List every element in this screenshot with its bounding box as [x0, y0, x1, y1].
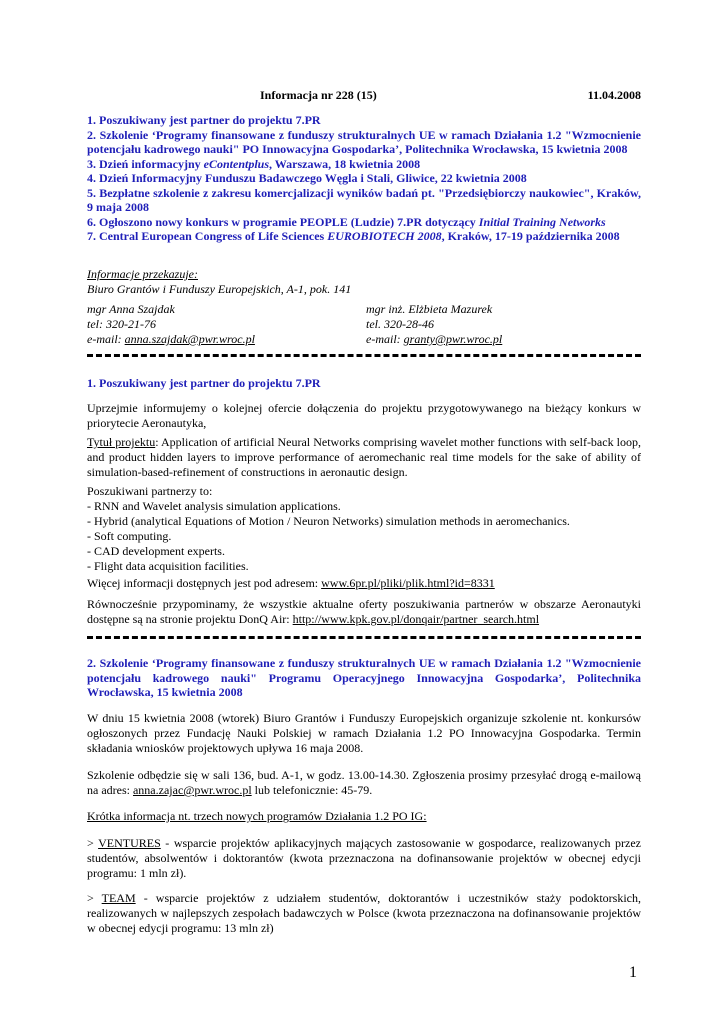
project-title-text: : Application of artificial Neural Networks comprising wavelet mother functions with self-back loop, and product hidden layers to improve performance of aeromechanic real time models for the sake of ability of simulation-based-refinement of constructions in aeronautic design.	[87, 435, 641, 479]
partner-item: - CAD development experts.	[87, 544, 225, 558]
reminder-text: Równocześnie przypominamy, że wszystkie aktualne oferty poszukiwania partnerów w obszarze Aeronautyki dostępne są na stronie projektu DonQ Air:	[87, 597, 641, 626]
section-1-title: 1. Poszukiwany jest partner do projektu 7.PR	[87, 376, 321, 390]
toc-item-3-suffix: , Warszawa, 18 kwietnia 2008	[269, 156, 421, 171]
toc-item-7-em: EUROBIOTECH 2008	[327, 229, 442, 243]
toc-item-6[interactable]	[87, 215, 641, 230]
document-date: 11.04.2008	[587, 88, 641, 102]
toc-item-7[interactable]	[87, 229, 641, 244]
partner-item: - RNN and Wavelet analysis simulation applications.	[87, 499, 341, 513]
partner-item: - Hybrid (analytical Equations of Motion / Neuron Networks) simulation methods in aeromechanics.	[87, 514, 570, 528]
ventures-item	[87, 836, 641, 881]
section-1-partners	[87, 484, 641, 574]
ventures-label: VENTURES	[98, 836, 161, 850]
info-heading-text: Krótka informacja nt. trzech nowych programów Działania 1.2 PO IG:	[87, 809, 427, 823]
team-prefix: >	[87, 891, 102, 905]
section-2-title: 2. Szkolenie ‘Programy finansowane z funduszy strukturalnych UE w ramach Działania 1.2 "Wzmocnienie potencjału kadrowego nauki" Programu Operacyjnego Innowacyjna Gospodarka’, Politechnika Wrocławska, 15 kwietnia 2008	[87, 656, 641, 699]
toc-item-5[interactable]: 5. Bezpłatne szkolenie z zakresu komercjalizacji wyników badań pt. "Przedsiębiorczy naukowiec", Kraków, 9 maja 2008	[87, 185, 641, 214]
toc-item-6-prefix: 6. Ogłoszono nowy konkurs w programie PEOPLE (Ludzie) 7.PR dotyczący	[87, 214, 479, 229]
contact-person-2	[366, 302, 641, 347]
table-of-contents	[87, 113, 641, 244]
divider-2	[87, 636, 641, 639]
contact-2-email-link[interactable]: granty@pwr.wroc.pl	[403, 332, 503, 346]
contact-1-tel: tel: 320-21-76	[87, 317, 156, 331]
partners-heading: Poszukiwani partnerzy to:	[87, 484, 213, 498]
section-1-intro: Uprzejmie informujemy o kolejnej ofercie dołączenia do projektu przygotowywanego na bieżący konkurs w priorytecie Aeronautyka,	[87, 401, 641, 430]
registration-email-link[interactable]: anna.zajac@pwr.wroc.pl	[132, 783, 252, 797]
divider-1	[87, 354, 641, 357]
document-title: Informacja nr 228 (15)	[260, 88, 377, 102]
contact-2-tel: tel. 320-28-46	[366, 317, 434, 331]
contact-2-name: mgr inż. Elżbieta Mazurek	[366, 302, 493, 316]
toc-item-6-em: Initial Training Networks	[478, 214, 606, 229]
contact-1-name: mgr Anna Szajdak	[87, 302, 175, 316]
toc-item-3-em: eContentplus	[203, 156, 270, 171]
toc-item-3-prefix: 3. Dzień informacyjny	[87, 156, 204, 171]
contact-2-email-label: e-mail:	[366, 332, 404, 346]
reminder-link[interactable]: http://www.kpk.gov.pl/donqair/partner_search.html	[292, 612, 540, 626]
paragraph-2-suffix: lub telefonicznie: 45-79.	[251, 783, 373, 797]
partner-item: - Soft computing.	[87, 529, 172, 543]
contact-heading: Informacje przekazuje:	[87, 267, 198, 281]
toc-item-7-suffix: , Kraków, 17-19 października 2008	[441, 229, 620, 243]
section-1-project-title	[87, 435, 641, 480]
toc-item-7-prefix: 7. Central European Congress of Life Sciences	[87, 229, 328, 243]
more-info-text: Więcej informacji dostępnych jest pod adresem:	[87, 576, 322, 590]
ventures-prefix: >	[87, 836, 99, 850]
more-info-link[interactable]: www.6pr.pl/pliki/plik.html?id=8331	[321, 576, 495, 590]
toc-item-3[interactable]	[87, 157, 641, 172]
ventures-text: - wsparcie projektów aplikacyjnych mających zastosowanie w gospodarce, realizowanych przez studentów, absolwentów i doktorantów (kwota przeznaczona na dofinansowanie projektów w obecnej edycji programu: 1 mln zł).	[87, 836, 641, 880]
contact-1-email-label: e-mail:	[87, 332, 125, 346]
project-title-label: Tytuł projektu	[87, 435, 156, 449]
toc-item-4[interactable]: 4. Dzień Informacyjny Funduszu Badawczego Węgla i Stali, Gliwice, 22 kwietnia 2008	[87, 171, 527, 185]
paragraph-2-text: Szkolenie odbędzie się w sali 136, bud. A-1, w godz. 13.00-14.30. Zgłoszenia prosimy przesyłać drogą e-mailową na adres:	[87, 768, 641, 797]
section-2-paragraph-1: W dniu 15 kwietnia 2008 (wtorek) Biuro Grantów i Funduszy Europejskich organizuje szkolenie nt. konkursów ogłoszonych przez Fundację Nauki Polskiej w ramach Działania 1.2 PO Innowacyjna Gospodarka. Termin składania wniosków projektowych upływa 16 maja 2008.	[87, 711, 641, 755]
team-text: - wsparcie projektów z udziałem studentów, doktorantów i uczestników staży podoktorskich, realizowanych w najlepszych zespołach badawczych w Polsce (kwota przeznaczona na dofinansowanie projektów w obecnej edycji programu: 13 mln zł)	[87, 891, 641, 935]
section-1-more-info	[87, 576, 641, 591]
section-2-paragraph-2	[87, 768, 641, 798]
team-label: TEAM	[101, 891, 136, 905]
contact-office: Biuro Grantów i Funduszy Europejskich, A-1, pok. 141	[87, 282, 352, 296]
contact-1-email-link[interactable]: anna.szajdak@pwr.wroc.pl	[124, 332, 255, 346]
team-item	[87, 891, 641, 936]
section-1-reminder	[87, 597, 641, 627]
toc-item-1[interactable]: 1. Poszukiwany jest partner do projektu 7.PR	[87, 113, 321, 127]
page-number: 1	[629, 964, 637, 981]
contact-block	[87, 267, 641, 297]
toc-item-2[interactable]: 2. Szkolenie ‘Programy finansowane z funduszy strukturalnych UE w ramach Działania 1.2 "Wzmocnienie potencjału kadrowego nauki" PO Innowacyjna Gospodarka’, Politechnika Wrocławska, 15 kwietnia 2008	[87, 127, 641, 156]
section-2-info-heading	[87, 809, 641, 824]
partner-item: - Flight data acquisition facilities.	[87, 559, 249, 573]
